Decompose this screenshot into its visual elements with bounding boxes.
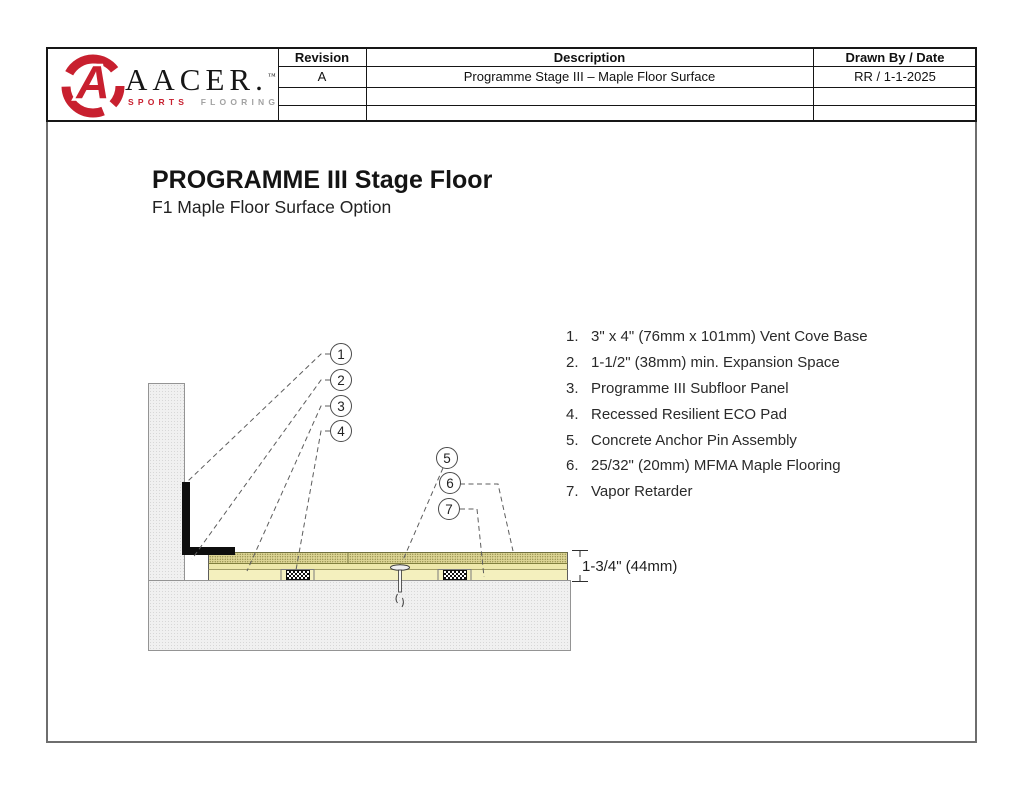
- concrete-slab-section: [148, 580, 571, 651]
- page-title: PROGRAMME III Stage Floor: [152, 166, 493, 194]
- legend-item: [566, 479, 966, 505]
- aacer-logo-emblem: [57, 52, 129, 120]
- page-subtitle: F1 Maple Floor Surface Option: [152, 197, 392, 217]
- legend-number: 7.: [566, 483, 579, 501]
- column-header-description: Description: [553, 49, 626, 65]
- brand-text: AACER.: [125, 62, 268, 97]
- brand-wordmark: [125, 62, 276, 98]
- legend-number: 4.: [566, 405, 579, 423]
- callout-bubble-1: 1: [330, 343, 352, 365]
- legend-label: Vapor Retarder: [591, 483, 693, 501]
- legend-label: 3" x 4" (76mm x 101mm) Vent Cove Base: [591, 328, 868, 346]
- callout-bubble-4: 4: [330, 420, 352, 442]
- subfloor-panel-layer: [208, 570, 568, 580]
- legend-number: 5.: [566, 431, 579, 449]
- legend-number: 1.: [566, 328, 579, 346]
- svg-text:A: A: [76, 56, 110, 108]
- eco-pad: [443, 570, 467, 580]
- callout-legend: [566, 324, 966, 505]
- column-header-revision: Revision: [294, 49, 350, 65]
- trademark-symbol: ™: [267, 71, 276, 81]
- legend-item: [566, 401, 966, 427]
- titleblock-rowline: [278, 87, 977, 88]
- legend-label: Recessed Resilient ECO Pad: [591, 405, 787, 423]
- legend-label: Programme III Subfloor Panel: [591, 379, 789, 397]
- legend-item: [566, 376, 966, 402]
- tagline-sports: SPORTS: [128, 97, 189, 107]
- description-value: Programme Stage III – Maple Floor Surface: [463, 69, 716, 84]
- brand-tagline: [128, 97, 279, 107]
- titleblock-rowline: [278, 105, 977, 106]
- legend-label: 1-1/2" (38mm) min. Expansion Space: [591, 354, 840, 372]
- legend-label: Concrete Anchor Pin Assembly: [591, 431, 797, 449]
- revision-value: A: [317, 69, 327, 84]
- maple-flooring-layer: [208, 552, 568, 564]
- eco-pad: [286, 570, 310, 580]
- legend-label: 25/32" (20mm) MFMA Maple Flooring: [591, 457, 841, 475]
- thickness-dimension-label: 1-3/4" (44mm): [582, 558, 678, 575]
- legend-item: [566, 324, 966, 350]
- tagline-flooring: FLOORING: [200, 97, 280, 107]
- legend-item: [566, 350, 966, 376]
- aacer-emblem-icon: [57, 52, 129, 120]
- legend-number: 3.: [566, 379, 579, 397]
- callout-bubble-6: 6: [439, 472, 461, 494]
- wall-section: [148, 383, 185, 581]
- legend-number: 6.: [566, 457, 579, 475]
- callout-bubble-3: 3: [330, 395, 352, 417]
- legend-item: [566, 453, 966, 479]
- column-header-drawn-by-date: Drawn By / Date: [845, 49, 945, 65]
- drawn-by-date-value: RR / 1-1-2025: [854, 69, 936, 84]
- legend-number: 2.: [566, 354, 579, 372]
- callout-bubble-5: 5: [436, 447, 458, 469]
- legend-item: [566, 427, 966, 453]
- callout-bubble-7: 7: [438, 498, 460, 520]
- callout-bubble-2: 2: [330, 369, 352, 391]
